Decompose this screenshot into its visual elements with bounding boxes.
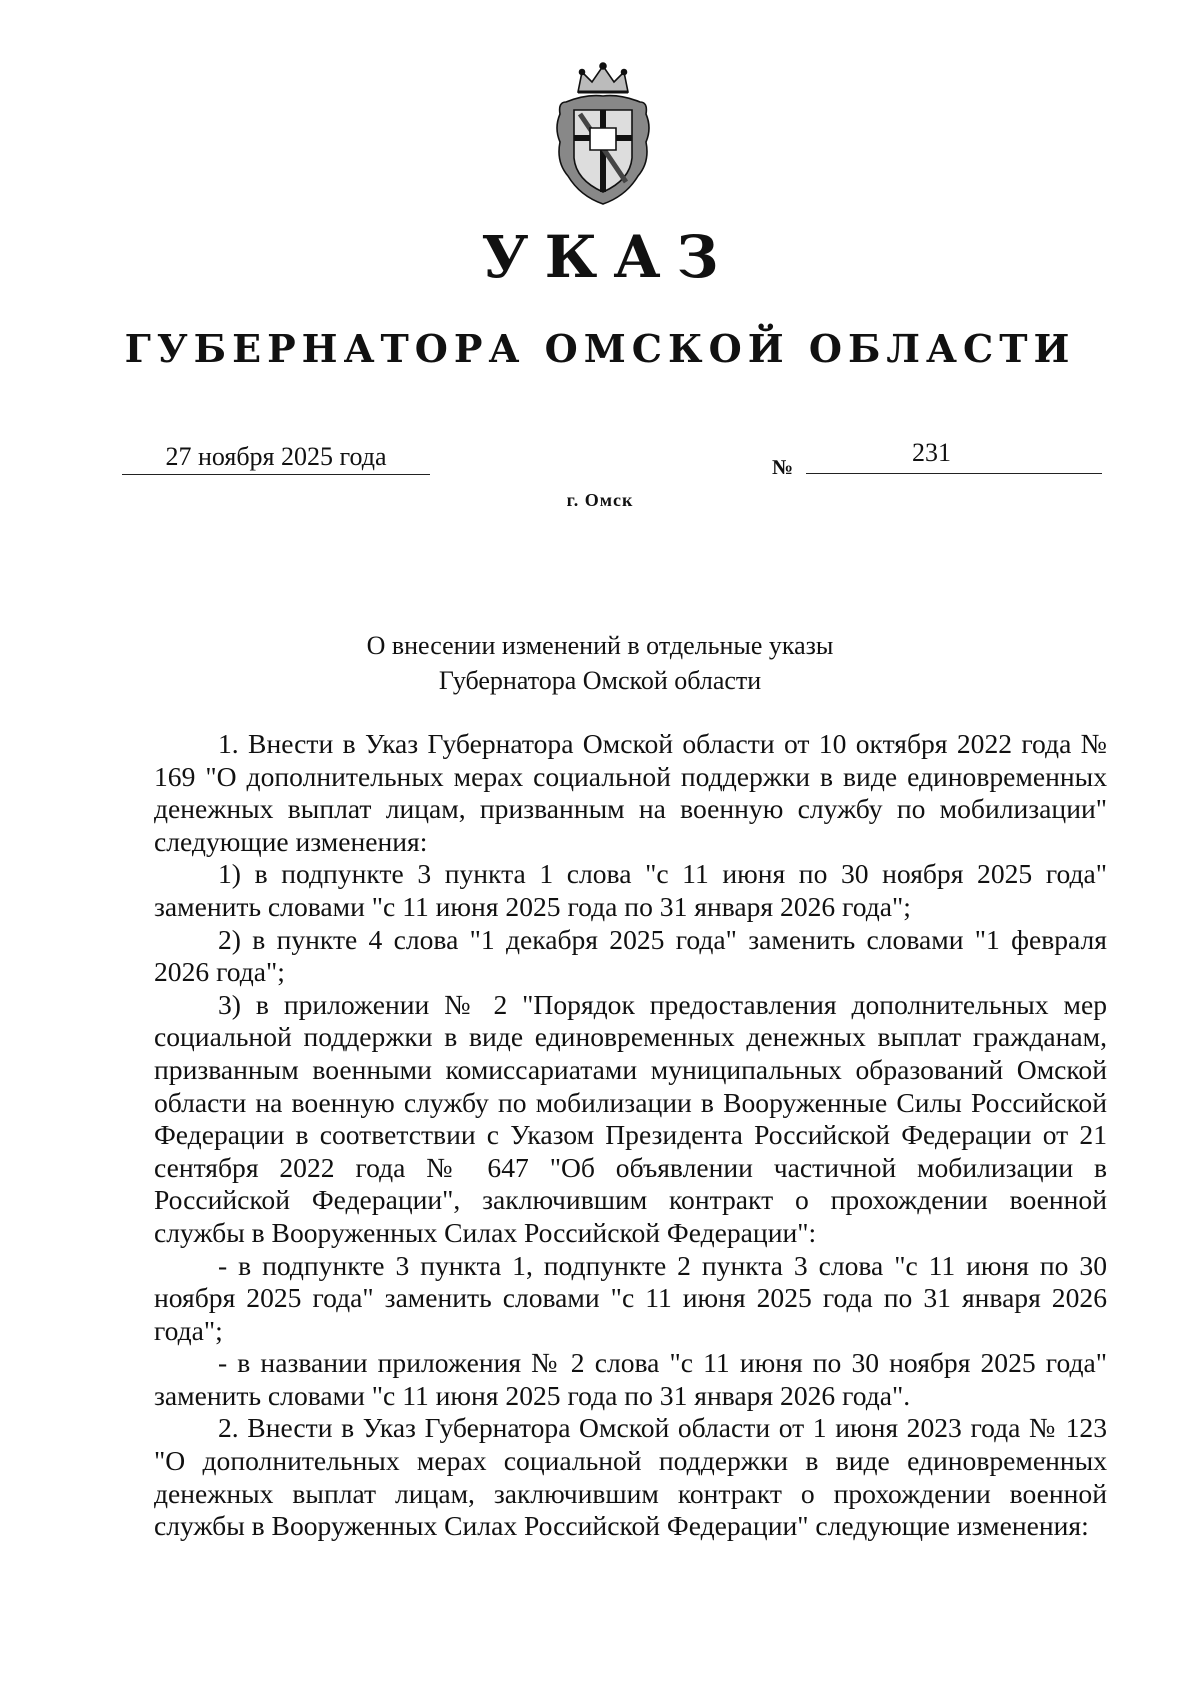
paragraph-1-3: 3) в приложении № 2 "Порядок предоставления дополнительных мер социальной поддержки в виде единовременных денежных выплат гражданам, призванным военными комиссариатами муниципальных образований Омской области на военную службу по мобилизации в Вооруженные Силы Российской Федерации в соответствии с Указом Президента Российской Федерации от 21 сентября 2022 года № 647 "Об объявлении частичной мобилизации в Российской Федерации", заключившим контракт о прохождении военной службы в Вооруженных Силах Российской Федерации": — [154, 988, 1107, 1248]
document-body — [154, 728, 1107, 1543]
document-date: 27 ноября 2025 года — [122, 440, 430, 475]
number-sign: № — [772, 455, 794, 479]
paragraph-1-1: 1) в подпункте 3 пункта 1 слова "с 11 июня по 30 ноября 2025 года" заменить словами "с 11 июня 2025 года по 31 января 2026 года"; — [154, 858, 1107, 922]
paragraph-2: 2. Внести в Указ Губернатора Омской области от 1 июня 2023 года № 123 "О дополнительных мерах социальной поддержки в виде единовременных денежных выплат лицам, заключившим контракт о прохождении военной службы в Вооруженных Силах Российской Федерации" следующие изменения: — [154, 1412, 1107, 1542]
coat-of-arms-icon — [550, 58, 656, 208]
document-title: УКАЗ — [481, 223, 735, 291]
paragraph-1-3-a: - в подпункте 3 пункта 1, подпункте 2 пункта 3 слова "с 11 июня по 30 ноября 2025 года" заменить словами "с 11 июня 2025 года по 31 января 2026 года"; — [154, 1249, 1107, 1346]
paragraph-1: 1. Внести в Указ Губернатора Омской области от 10 октября 2022 года № 169 "О дополнительных мерах социальной поддержки в виде единовременных денежных выплат лицам, призванным на военную службу по мобилизации" следующие изменения: — [154, 728, 1107, 857]
document-subtitle: ГУБЕРНАТОРА ОМСКОЙ ОБЛАСТИ — [124, 326, 1076, 371]
document-number: 231 — [806, 440, 1102, 474]
document-city: г. Омск — [566, 490, 634, 510]
heading-line: О внесении изменений в отдельные указы — [366, 631, 834, 660]
document-heading — [0, 628, 1200, 698]
heading-line: Губернатора Омской области — [438, 666, 762, 695]
paragraph-1-2: 2) в пункте 4 слова "1 декабря 2025 года" заменить словами "1 февраля 2026 года"; — [154, 923, 1107, 988]
paragraph-1-3-b: - в названии приложения № 2 слова "с 11 июня по 30 ноября 2025 года" заменить словами "с 11 июня 2025 года по 31 января 2026 года". — [154, 1347, 1107, 1411]
